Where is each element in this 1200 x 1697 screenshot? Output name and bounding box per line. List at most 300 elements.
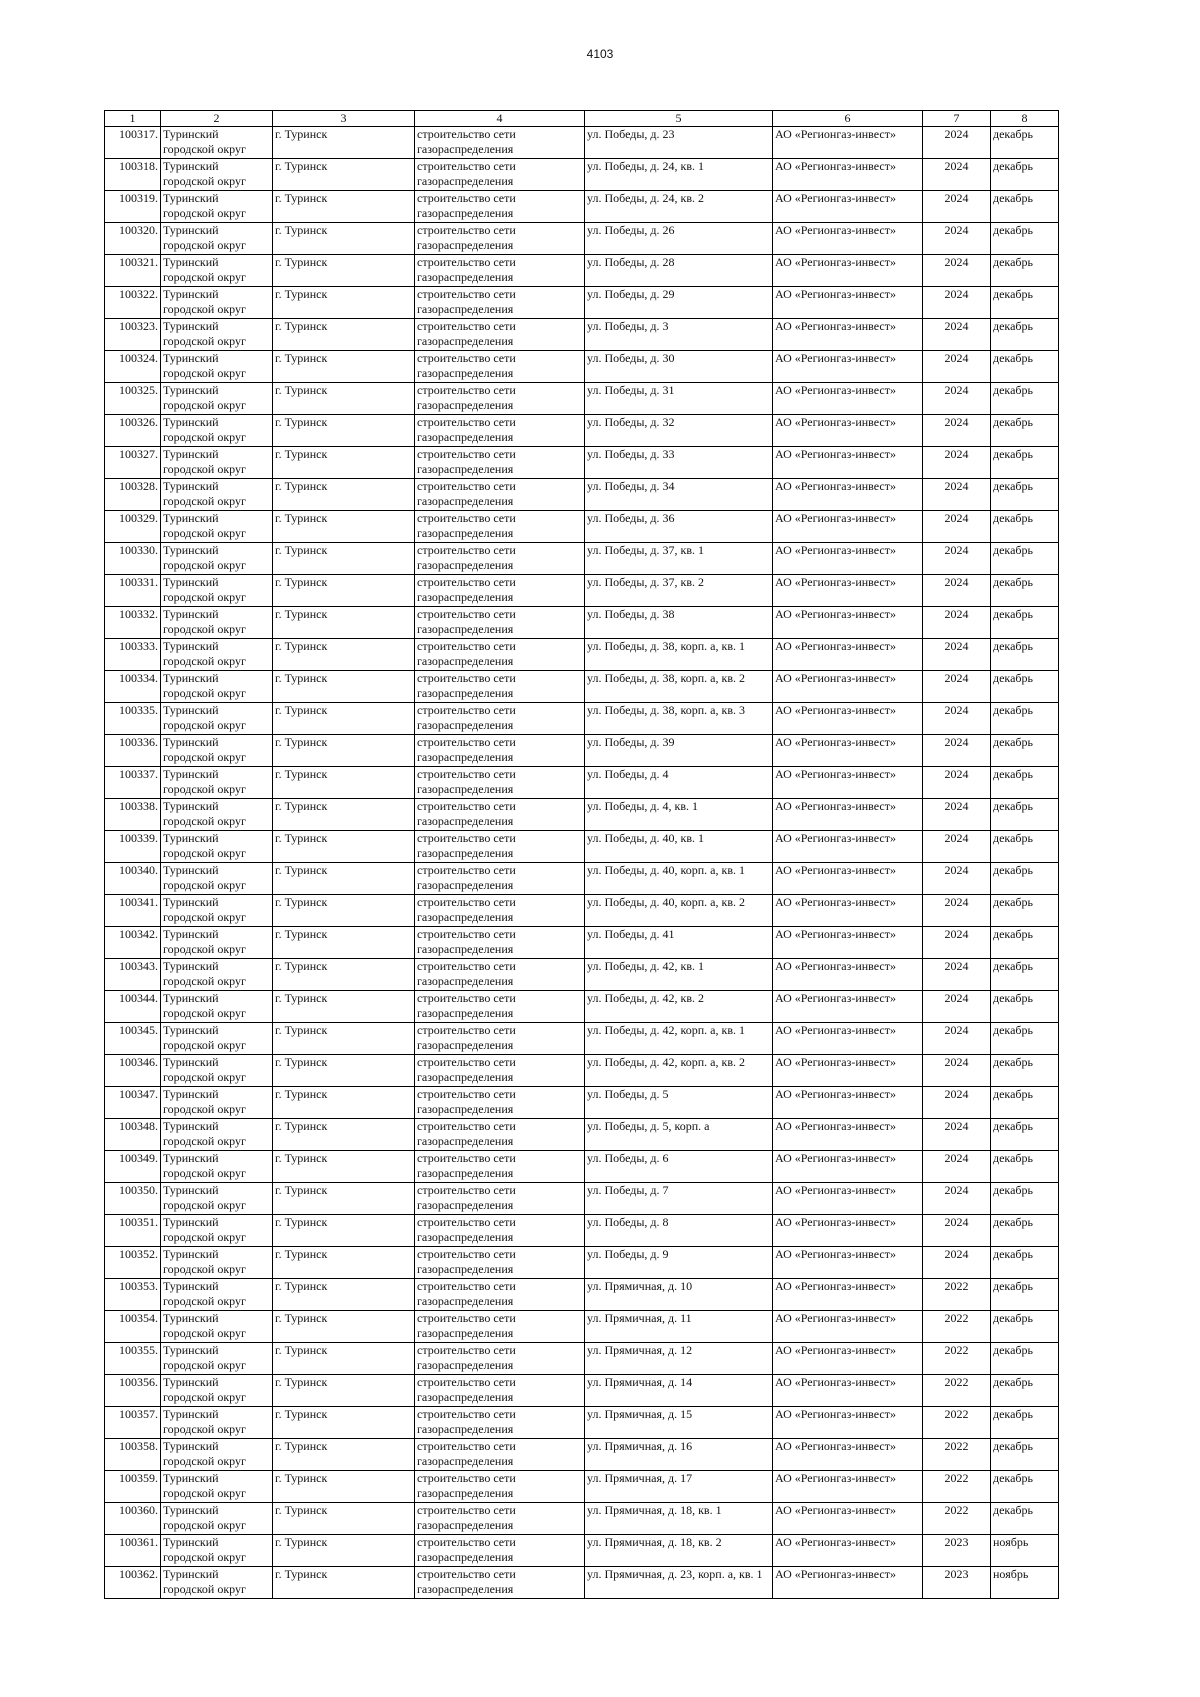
municipality-cell: Туринский городской округ xyxy=(161,1151,273,1183)
row-number-cell: 100335. xyxy=(105,703,161,735)
month-cell: декабрь xyxy=(991,1087,1059,1119)
address-cell: ул. Победы, д. 29 xyxy=(585,287,773,319)
settlement-cell: г. Туринск xyxy=(273,1343,415,1375)
settlement-cell: г. Туринск xyxy=(273,1087,415,1119)
month-cell: декабрь xyxy=(991,671,1059,703)
table-row xyxy=(105,543,1059,575)
operator-cell: АО «Регионгаз-инвест» xyxy=(773,671,923,703)
month-cell: ноябрь xyxy=(991,1535,1059,1567)
table-row xyxy=(105,959,1059,991)
municipality-cell: Туринский городской округ xyxy=(161,1535,273,1567)
work-type-cell: строительство сети газораспределения xyxy=(415,191,585,223)
year-cell: 2024 xyxy=(923,255,991,287)
work-type-cell: строительство сети газораспределения xyxy=(415,767,585,799)
row-number-cell: 100350. xyxy=(105,1183,161,1215)
address-cell: ул. Победы, д. 37, кв. 1 xyxy=(585,543,773,575)
work-type-cell: строительство сети газораспределения xyxy=(415,127,585,159)
year-cell: 2022 xyxy=(923,1439,991,1471)
settlement-cell: г. Туринск xyxy=(273,159,415,191)
year-cell: 2024 xyxy=(923,671,991,703)
settlement-cell: г. Туринск xyxy=(273,799,415,831)
settlement-cell: г. Туринск xyxy=(273,1503,415,1535)
row-number-cell: 100348. xyxy=(105,1119,161,1151)
work-type-cell: строительство сети газораспределения xyxy=(415,735,585,767)
month-cell: декабрь xyxy=(991,639,1059,671)
settlement-cell: г. Туринск xyxy=(273,735,415,767)
operator-cell: АО «Регионгаз-инвест» xyxy=(773,799,923,831)
settlement-cell: г. Туринск xyxy=(273,1151,415,1183)
address-cell: ул. Победы, д. 23 xyxy=(585,127,773,159)
table-row xyxy=(105,1247,1059,1279)
operator-cell: АО «Регионгаз-инвест» xyxy=(773,1471,923,1503)
settlement-cell: г. Туринск xyxy=(273,927,415,959)
row-number-cell: 100337. xyxy=(105,767,161,799)
address-cell: ул. Победы, д. 38, корп. а, кв. 1 xyxy=(585,639,773,671)
settlement-cell: г. Туринск xyxy=(273,255,415,287)
month-cell: декабрь xyxy=(991,1183,1059,1215)
work-type-cell: строительство сети газораспределения xyxy=(415,1183,585,1215)
operator-cell: АО «Регионгаз-инвест» xyxy=(773,1215,923,1247)
settlement-cell: г. Туринск xyxy=(273,895,415,927)
work-type-cell: строительство сети газораспределения xyxy=(415,1503,585,1535)
municipality-cell: Туринский городской округ xyxy=(161,543,273,575)
operator-cell: АО «Регионгаз-инвест» xyxy=(773,255,923,287)
operator-cell: АО «Регионгаз-инвест» xyxy=(773,415,923,447)
municipality-cell: Туринский городской округ xyxy=(161,671,273,703)
work-type-cell: строительство сети газораспределения xyxy=(415,511,585,543)
settlement-cell: г. Туринск xyxy=(273,831,415,863)
settlement-cell: г. Туринск xyxy=(273,639,415,671)
municipality-cell: Туринский городской округ xyxy=(161,191,273,223)
settlement-cell: г. Туринск xyxy=(273,1311,415,1343)
table-row xyxy=(105,1151,1059,1183)
table-row xyxy=(105,1055,1059,1087)
row-number-cell: 100358. xyxy=(105,1439,161,1471)
year-cell: 2024 xyxy=(923,287,991,319)
operator-cell: АО «Регионгаз-инвест» xyxy=(773,1247,923,1279)
table-row xyxy=(105,991,1059,1023)
address-cell: ул. Прямичная, д. 12 xyxy=(585,1343,773,1375)
month-cell: декабрь xyxy=(991,1151,1059,1183)
month-cell: декабрь xyxy=(991,1375,1059,1407)
address-cell: ул. Победы, д. 7 xyxy=(585,1183,773,1215)
row-number-cell: 100344. xyxy=(105,991,161,1023)
table-row xyxy=(105,735,1059,767)
address-cell: ул. Прямичная, д. 18, кв. 1 xyxy=(585,1503,773,1535)
settlement-cell: г. Туринск xyxy=(273,351,415,383)
municipality-cell: Туринский городской округ xyxy=(161,415,273,447)
address-cell: ул. Победы, д. 38, корп. а, кв. 2 xyxy=(585,671,773,703)
settlement-cell: г. Туринск xyxy=(273,191,415,223)
work-type-cell: строительство сети газораспределения xyxy=(415,1151,585,1183)
table-row xyxy=(105,255,1059,287)
month-cell: декабрь xyxy=(991,927,1059,959)
work-type-cell: строительство сети газораспределения xyxy=(415,255,585,287)
municipality-cell: Туринский городской округ xyxy=(161,255,273,287)
work-type-cell: строительство сети газораспределения xyxy=(415,1087,585,1119)
address-cell: ул. Прямичная, д. 14 xyxy=(585,1375,773,1407)
municipality-cell: Туринский городской округ xyxy=(161,1471,273,1503)
municipality-cell: Туринский городской округ xyxy=(161,159,273,191)
table-row xyxy=(105,607,1059,639)
settlement-cell: г. Туринск xyxy=(273,767,415,799)
work-type-cell: строительство сети газораспределения xyxy=(415,1471,585,1503)
municipality-cell: Туринский городской округ xyxy=(161,1375,273,1407)
operator-cell: АО «Регионгаз-инвест» xyxy=(773,287,923,319)
municipality-cell: Туринский городской округ xyxy=(161,991,273,1023)
month-cell: ноябрь xyxy=(991,1567,1059,1599)
table-row xyxy=(105,191,1059,223)
year-cell: 2023 xyxy=(923,1535,991,1567)
address-cell: ул. Прямичная, д. 11 xyxy=(585,1311,773,1343)
settlement-cell: г. Туринск xyxy=(273,607,415,639)
row-number-cell: 100355. xyxy=(105,1343,161,1375)
row-number-cell: 100320. xyxy=(105,223,161,255)
work-type-cell: строительство сети газораспределения xyxy=(415,1119,585,1151)
row-number-cell: 100342. xyxy=(105,927,161,959)
settlement-cell: г. Туринск xyxy=(273,319,415,351)
work-type-cell: строительство сети газораспределения xyxy=(415,863,585,895)
year-cell: 2022 xyxy=(923,1279,991,1311)
month-cell: декабрь xyxy=(991,831,1059,863)
work-type-cell: строительство сети газораспределения xyxy=(415,479,585,511)
table-row xyxy=(105,1183,1059,1215)
address-cell: ул. Победы, д. 4, кв. 1 xyxy=(585,799,773,831)
operator-cell: АО «Регионгаз-инвест» xyxy=(773,767,923,799)
year-cell: 2022 xyxy=(923,1503,991,1535)
work-type-cell: строительство сети газораспределения xyxy=(415,447,585,479)
address-cell: ул. Победы, д. 4 xyxy=(585,767,773,799)
work-type-cell: строительство сети газораспределения xyxy=(415,1279,585,1311)
work-type-cell: строительство сети газораспределения xyxy=(415,1407,585,1439)
table-row xyxy=(105,863,1059,895)
municipality-cell: Туринский городской округ xyxy=(161,1183,273,1215)
year-cell: 2024 xyxy=(923,831,991,863)
address-cell: ул. Победы, д. 39 xyxy=(585,735,773,767)
month-cell: декабрь xyxy=(991,607,1059,639)
year-cell: 2024 xyxy=(923,639,991,671)
row-number-cell: 100321. xyxy=(105,255,161,287)
table-row xyxy=(105,831,1059,863)
operator-cell: АО «Регионгаз-инвест» xyxy=(773,1439,923,1471)
address-cell: ул. Победы, д. 40, корп. а, кв. 2 xyxy=(585,895,773,927)
operator-cell: АО «Регионгаз-инвест» xyxy=(773,191,923,223)
year-cell: 2024 xyxy=(923,383,991,415)
address-cell: ул. Победы, д. 5 xyxy=(585,1087,773,1119)
month-cell: декабрь xyxy=(991,1119,1059,1151)
settlement-cell: г. Туринск xyxy=(273,1183,415,1215)
municipality-cell: Туринский городской округ xyxy=(161,1439,273,1471)
municipality-cell: Туринский городской округ xyxy=(161,1279,273,1311)
address-cell: ул. Победы, д. 24, кв. 1 xyxy=(585,159,773,191)
municipality-cell: Туринский городской округ xyxy=(161,1055,273,1087)
row-number-cell: 100333. xyxy=(105,639,161,671)
year-cell: 2024 xyxy=(923,799,991,831)
year-cell: 2024 xyxy=(923,575,991,607)
column-header: 2 xyxy=(161,111,273,127)
year-cell: 2024 xyxy=(923,127,991,159)
settlement-cell: г. Туринск xyxy=(273,1119,415,1151)
address-cell: ул. Победы, д. 38, корп. а, кв. 3 xyxy=(585,703,773,735)
month-cell: декабрь xyxy=(991,319,1059,351)
municipality-cell: Туринский городской округ xyxy=(161,1023,273,1055)
work-type-cell: строительство сети газораспределения xyxy=(415,607,585,639)
month-cell: декабрь xyxy=(991,1215,1059,1247)
column-header: 4 xyxy=(415,111,585,127)
address-cell: ул. Победы, д. 40, корп. а, кв. 1 xyxy=(585,863,773,895)
municipality-cell: Туринский городской округ xyxy=(161,511,273,543)
table-row xyxy=(105,127,1059,159)
operator-cell: АО «Регионгаз-инвест» xyxy=(773,447,923,479)
work-type-cell: строительство сети газораспределения xyxy=(415,703,585,735)
month-cell: декабрь xyxy=(991,543,1059,575)
operator-cell: АО «Регионгаз-инвест» xyxy=(773,1183,923,1215)
municipality-cell: Туринский городской округ xyxy=(161,1343,273,1375)
row-number-cell: 100357. xyxy=(105,1407,161,1439)
address-cell: ул. Победы, д. 24, кв. 2 xyxy=(585,191,773,223)
address-cell: ул. Прямичная, д. 23, корп. а, кв. 1 xyxy=(585,1567,773,1599)
year-cell: 2024 xyxy=(923,223,991,255)
settlement-cell: г. Туринск xyxy=(273,991,415,1023)
year-cell: 2024 xyxy=(923,1119,991,1151)
month-cell: декабрь xyxy=(991,959,1059,991)
table-row xyxy=(105,351,1059,383)
year-cell: 2024 xyxy=(923,543,991,575)
address-cell: ул. Победы, д. 42, кв. 2 xyxy=(585,991,773,1023)
year-cell: 2024 xyxy=(923,415,991,447)
month-cell: декабрь xyxy=(991,991,1059,1023)
table-row xyxy=(105,1407,1059,1439)
work-type-cell: строительство сети газораспределения xyxy=(415,287,585,319)
work-type-cell: строительство сети газораспределения xyxy=(415,799,585,831)
year-cell: 2024 xyxy=(923,927,991,959)
month-cell: декабрь xyxy=(991,1343,1059,1375)
table-row xyxy=(105,1023,1059,1055)
year-cell: 2024 xyxy=(923,511,991,543)
table-row xyxy=(105,1567,1059,1599)
row-number-cell: 100338. xyxy=(105,799,161,831)
municipality-cell: Туринский городской округ xyxy=(161,447,273,479)
work-type-cell: строительство сети газораспределения xyxy=(415,1567,585,1599)
municipality-cell: Туринский городской округ xyxy=(161,575,273,607)
row-number-cell: 100341. xyxy=(105,895,161,927)
settlement-cell: г. Туринск xyxy=(273,1279,415,1311)
row-number-cell: 100329. xyxy=(105,511,161,543)
address-cell: ул. Победы, д. 6 xyxy=(585,1151,773,1183)
address-cell: ул. Победы, д. 41 xyxy=(585,927,773,959)
address-cell: ул. Победы, д. 9 xyxy=(585,1247,773,1279)
row-number-cell: 100360. xyxy=(105,1503,161,1535)
row-number-cell: 100319. xyxy=(105,191,161,223)
operator-cell: АО «Регионгаз-инвест» xyxy=(773,511,923,543)
municipality-cell: Туринский городской округ xyxy=(161,927,273,959)
column-header: 5 xyxy=(585,111,773,127)
table-row xyxy=(105,1503,1059,1535)
address-cell: ул. Победы, д. 40, кв. 1 xyxy=(585,831,773,863)
row-number-cell: 100326. xyxy=(105,415,161,447)
year-cell: 2024 xyxy=(923,767,991,799)
row-number-cell: 100325. xyxy=(105,383,161,415)
row-number-cell: 100331. xyxy=(105,575,161,607)
operator-cell: АО «Регионгаз-инвест» xyxy=(773,127,923,159)
operator-cell: АО «Регионгаз-инвест» xyxy=(773,863,923,895)
municipality-cell: Туринский городской округ xyxy=(161,1503,273,1535)
table-row xyxy=(105,703,1059,735)
settlement-cell: г. Туринск xyxy=(273,127,415,159)
address-cell: ул. Победы, д. 38 xyxy=(585,607,773,639)
work-type-cell: строительство сети газораспределения xyxy=(415,1247,585,1279)
work-type-cell: строительство сети газораспределения xyxy=(415,575,585,607)
work-type-cell: строительство сети газораспределения xyxy=(415,543,585,575)
header-row xyxy=(105,111,1059,127)
row-number-cell: 100330. xyxy=(105,543,161,575)
work-type-cell: строительство сети газораспределения xyxy=(415,639,585,671)
work-type-cell: строительство сети газораспределения xyxy=(415,159,585,191)
operator-cell: АО «Регионгаз-инвест» xyxy=(773,639,923,671)
row-number-cell: 100339. xyxy=(105,831,161,863)
row-number-cell: 100334. xyxy=(105,671,161,703)
municipality-cell: Туринский городской округ xyxy=(161,319,273,351)
settlement-cell: г. Туринск xyxy=(273,1375,415,1407)
work-type-cell: строительство сети газораспределения xyxy=(415,959,585,991)
work-type-cell: строительство сети газораспределения xyxy=(415,991,585,1023)
year-cell: 2024 xyxy=(923,863,991,895)
table-row xyxy=(105,287,1059,319)
month-cell: декабрь xyxy=(991,351,1059,383)
municipality-cell: Туринский городской округ xyxy=(161,767,273,799)
settlement-cell: г. Туринск xyxy=(273,479,415,511)
operator-cell: АО «Регионгаз-инвест» xyxy=(773,959,923,991)
row-number-cell: 100356. xyxy=(105,1375,161,1407)
row-number-cell: 100345. xyxy=(105,1023,161,1055)
column-header: 8 xyxy=(991,111,1059,127)
table-row xyxy=(105,1439,1059,1471)
row-number-cell: 100323. xyxy=(105,319,161,351)
municipality-cell: Туринский городской округ xyxy=(161,1311,273,1343)
month-cell: декабрь xyxy=(991,127,1059,159)
row-number-cell: 100354. xyxy=(105,1311,161,1343)
month-cell: декабрь xyxy=(991,863,1059,895)
municipality-cell: Туринский городской округ xyxy=(161,383,273,415)
municipality-cell: Туринский городской округ xyxy=(161,639,273,671)
column-header: 6 xyxy=(773,111,923,127)
municipality-cell: Туринский городской округ xyxy=(161,1087,273,1119)
row-number-cell: 100340. xyxy=(105,863,161,895)
operator-cell: АО «Регионгаз-инвест» xyxy=(773,1407,923,1439)
year-cell: 2024 xyxy=(923,319,991,351)
year-cell: 2024 xyxy=(923,159,991,191)
month-cell: декабрь xyxy=(991,1439,1059,1471)
column-header: 3 xyxy=(273,111,415,127)
table-row xyxy=(105,767,1059,799)
settlement-cell: г. Туринск xyxy=(273,511,415,543)
municipality-cell: Туринский городской округ xyxy=(161,1247,273,1279)
settlement-cell: г. Туринск xyxy=(273,415,415,447)
table-row xyxy=(105,415,1059,447)
address-cell: ул. Победы, д. 3 xyxy=(585,319,773,351)
month-cell: декабрь xyxy=(991,895,1059,927)
address-cell: ул. Победы, д. 32 xyxy=(585,415,773,447)
operator-cell: АО «Регионгаз-инвест» xyxy=(773,351,923,383)
operator-cell: АО «Регионгаз-инвест» xyxy=(773,831,923,863)
address-cell: ул. Прямичная, д. 17 xyxy=(585,1471,773,1503)
table-row xyxy=(105,1279,1059,1311)
work-type-cell: строительство сети газораспределения xyxy=(415,1439,585,1471)
table-row xyxy=(105,1535,1059,1567)
operator-cell: АО «Регионгаз-инвест» xyxy=(773,927,923,959)
settlement-cell: г. Туринск xyxy=(273,671,415,703)
operator-cell: АО «Регионгаз-инвест» xyxy=(773,735,923,767)
municipality-cell: Туринский городской округ xyxy=(161,799,273,831)
row-number-cell: 100317. xyxy=(105,127,161,159)
operator-cell: АО «Регионгаз-инвест» xyxy=(773,319,923,351)
table-row xyxy=(105,1471,1059,1503)
row-number-cell: 100332. xyxy=(105,607,161,639)
municipality-cell: Туринский городской округ xyxy=(161,735,273,767)
page-number: 4103 xyxy=(586,47,614,61)
address-cell: ул. Победы, д. 36 xyxy=(585,511,773,543)
municipality-cell: Туринский городской округ xyxy=(161,1567,273,1599)
month-cell: декабрь xyxy=(991,1311,1059,1343)
year-cell: 2024 xyxy=(923,351,991,383)
address-cell: ул. Прямичная, д. 18, кв. 2 xyxy=(585,1535,773,1567)
municipality-cell: Туринский городской округ xyxy=(161,1407,273,1439)
address-cell: ул. Победы, д. 26 xyxy=(585,223,773,255)
operator-cell: АО «Регионгаз-инвест» xyxy=(773,543,923,575)
settlement-cell: г. Туринск xyxy=(273,1439,415,1471)
row-number-cell: 100336. xyxy=(105,735,161,767)
table-row xyxy=(105,383,1059,415)
operator-cell: АО «Регионгаз-инвест» xyxy=(773,1535,923,1567)
work-type-cell: строительство сети газораспределения xyxy=(415,351,585,383)
table-row xyxy=(105,895,1059,927)
operator-cell: АО «Регионгаз-инвест» xyxy=(773,1055,923,1087)
municipality-cell: Туринский городской округ xyxy=(161,703,273,735)
year-cell: 2022 xyxy=(923,1471,991,1503)
work-type-cell: строительство сети газораспределения xyxy=(415,223,585,255)
settlement-cell: г. Туринск xyxy=(273,1567,415,1599)
settlement-cell: г. Туринск xyxy=(273,703,415,735)
table-row xyxy=(105,1311,1059,1343)
work-type-cell: строительство сети газораспределения xyxy=(415,1215,585,1247)
year-cell: 2024 xyxy=(923,447,991,479)
address-cell: ул. Прямичная, д. 15 xyxy=(585,1407,773,1439)
work-type-cell: строительство сети газораспределения xyxy=(415,1343,585,1375)
year-cell: 2024 xyxy=(923,1247,991,1279)
year-cell: 2024 xyxy=(923,959,991,991)
month-cell: декабрь xyxy=(991,1055,1059,1087)
row-number-cell: 100351. xyxy=(105,1215,161,1247)
municipality-cell: Туринский городской округ xyxy=(161,127,273,159)
work-type-cell: строительство сети газораспределения xyxy=(415,671,585,703)
address-cell: ул. Прямичная, д. 10 xyxy=(585,1279,773,1311)
municipality-cell: Туринский городской округ xyxy=(161,959,273,991)
month-cell: декабрь xyxy=(991,767,1059,799)
municipality-cell: Туринский городской округ xyxy=(161,287,273,319)
address-cell: ул. Победы, д. 28 xyxy=(585,255,773,287)
work-type-cell: строительство сети газораспределения xyxy=(415,831,585,863)
work-type-cell: строительство сети газораспределения xyxy=(415,1023,585,1055)
row-number-cell: 100343. xyxy=(105,959,161,991)
operator-cell: АО «Регионгаз-инвест» xyxy=(773,575,923,607)
month-cell: декабрь xyxy=(991,1503,1059,1535)
month-cell: декабрь xyxy=(991,255,1059,287)
operator-cell: АО «Регионгаз-инвест» xyxy=(773,1119,923,1151)
row-number-cell: 100322. xyxy=(105,287,161,319)
table-row xyxy=(105,927,1059,959)
operator-cell: АО «Регионгаз-инвест» xyxy=(773,383,923,415)
work-type-cell: строительство сети газораспределения xyxy=(415,1311,585,1343)
